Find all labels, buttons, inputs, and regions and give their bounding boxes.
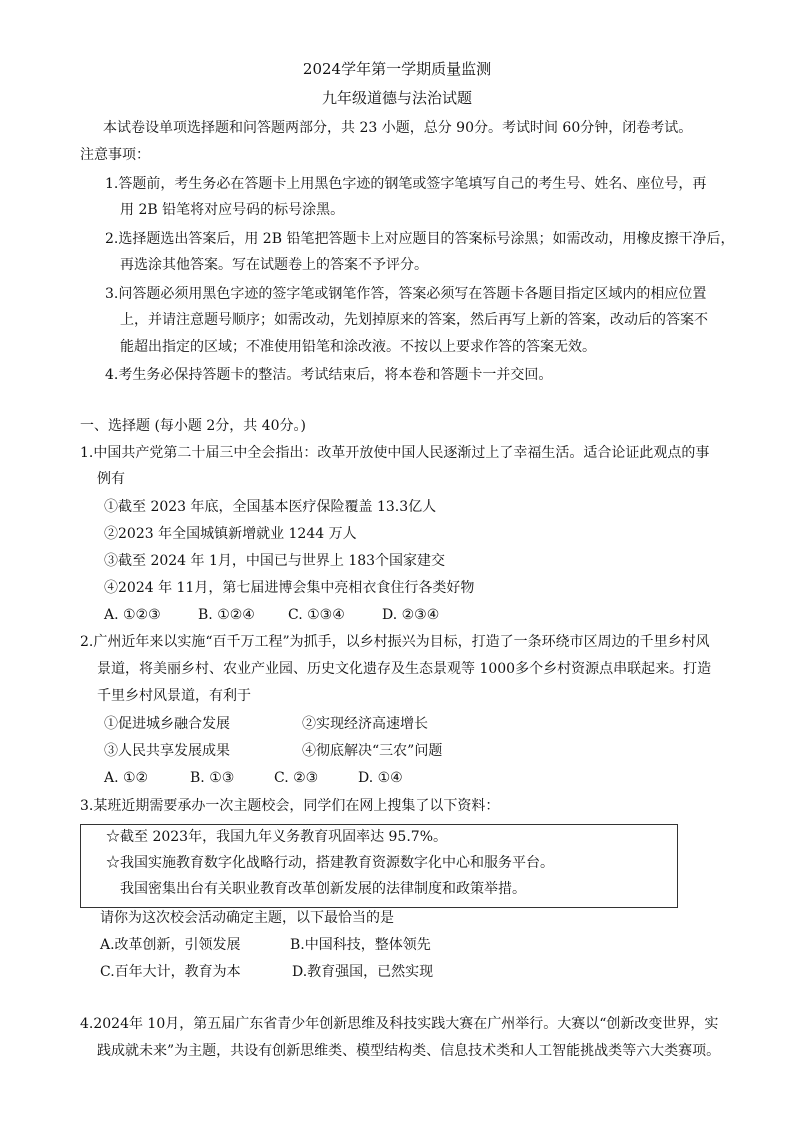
q1-option-a: A. ①②③: [104, 607, 161, 623]
exam-subtitle: 九年级道德与法治试题: [321, 89, 472, 107]
q1-stem-line-2: 例有: [97, 471, 125, 487]
notes-title: 注意事项：: [80, 147, 150, 163]
q1-option-d: D. ②③④: [382, 607, 440, 623]
note-2-line-1: 2.选择题选出答案后，用 2B 铅笔把答题卡上对应题目的答案标号涂黑；如需改动，用橡皮擦干净后，: [105, 231, 735, 247]
note-3-line-3: 能超出指定的区域；不准使用铅笔和涂改液。不按以上要求作答的答案无效。: [120, 339, 596, 355]
q2-option-b: B. ①③: [190, 770, 235, 786]
q2-item-1: ①促进城乡融合发展: [104, 716, 230, 732]
q3-option-a: A.改革创新，引领发展: [100, 937, 241, 953]
q2-item-2: ②实现经济高速增长: [302, 716, 428, 732]
q3-material-line-1: ☆截至 2023年，我国九年义务教育巩固率达 95.7%。: [106, 829, 448, 845]
q3-question: 请你为这次校会活动确定主题，以下最恰当的是: [100, 910, 394, 926]
q2-option-a: A. ①②: [104, 770, 149, 786]
q3-material-line-3: 我国密集出台有关职业教育改革创新发展的法律制度和政策举措。: [120, 881, 526, 897]
note-1-line-1: 1.答题前，考生务必在答题卡上用黑色字迹的钢笔或签字笔填写自己的考生号、姓名、座位号，再: [105, 176, 707, 192]
exam-description: 本试卷设单项选择题和问答题两部分，共 23 小题，总分 90分。考试时间 60分钟，闭卷考试。: [103, 120, 693, 136]
q1-item-3: ③截至 2024 年 1月，中国已与世界上 183个国家建交: [104, 553, 446, 569]
q3-stem: 3.某班近期需要承办一次主题校会，同学们在网上搜集了以下资料：: [80, 798, 500, 814]
q4-stem-line-1: 4.2024年 10月，第五届广东省青少年创新思维及科技实践大赛在广州举行。大赛以“创新改变世界，实: [80, 1016, 719, 1032]
q1-item-1: ①截至 2023 年底，全国基本医疗保险覆盖 13.3亿人: [104, 499, 437, 515]
q2-item-3: ③人民共享发展成果: [104, 743, 230, 759]
exam-title: 2024学年第一学期质量监测: [302, 60, 492, 78]
section-heading: 一、选择题 (每小题 2分，共 40分。): [80, 418, 306, 434]
q1-item-2: ②2023 年全国城镇新增就业 1244 万人: [104, 526, 357, 542]
q3-material-line-2: ☆我国实施教育数字化战略行动，搭建教育资源数字化中心和服务平台。: [106, 855, 554, 871]
note-3-line-1: 3.问答题必须用黑色字迹的签字笔或钢笔作答，答案必须写在答题卡各题目指定区域内的相应位置: [105, 286, 707, 302]
q2-option-d: D. ①④: [358, 770, 403, 786]
q4-stem-line-2: 践成就未来”为主题，共设有创新思维类、模型结构类、信息技术类和人工智能挑战类等六大类赛项。: [97, 1043, 721, 1059]
q2-item-4: ④彻底解决“三农”问题: [302, 743, 443, 759]
q2-stem-line-3: 千里乡村风景道，有利于: [97, 688, 251, 704]
note-3-line-2: 上，并请注意题号顺序；如需改动，先划掉原来的答案，然后再写上新的答案，改动后的答案不: [120, 312, 708, 328]
q3-option-d: D.教育强国，已然实现: [292, 964, 434, 980]
q1-stem-line-1: 1.中国共产党第二十届三中全会指出：改革开放使中国人民逐渐过上了幸福生活。适合论证此观点的事: [80, 445, 710, 461]
note-2-line-2: 再选涂其他答案。写在试题卷上的答案不予评分。: [120, 257, 428, 273]
note-1-line-2: 用 2B 铅笔将对应号码的标号涂黑。: [120, 202, 345, 218]
q2-option-c: C. ②③: [274, 770, 319, 786]
note-4: 4.考生务必保持答题卡的整洁。考试结束后，将本卷和答题卡一并交回。: [105, 367, 553, 383]
q2-stem-line-1: 2.广州近年来以实施“百千万工程”为抓手，以乡村振兴为目标，打造了一条环绕市区周边的千里乡村风: [80, 634, 710, 650]
q1-item-4: ④2024 年 11月，第七届进博会集中亮相衣食住行各类好物: [104, 580, 475, 596]
q3-option-c: C.百年大计，教育为本: [100, 964, 241, 980]
q1-option-b: B. ①②④: [198, 607, 255, 623]
q3-option-b: B.中国科技，整体领先: [290, 937, 431, 953]
q2-stem-line-2: 景道，将美丽乡村、农业产业园、历史文化遗存及生态景观等 1000多个乡村资源点串联起来。打造: [97, 661, 712, 677]
q1-option-c: C. ①③④: [288, 607, 345, 623]
